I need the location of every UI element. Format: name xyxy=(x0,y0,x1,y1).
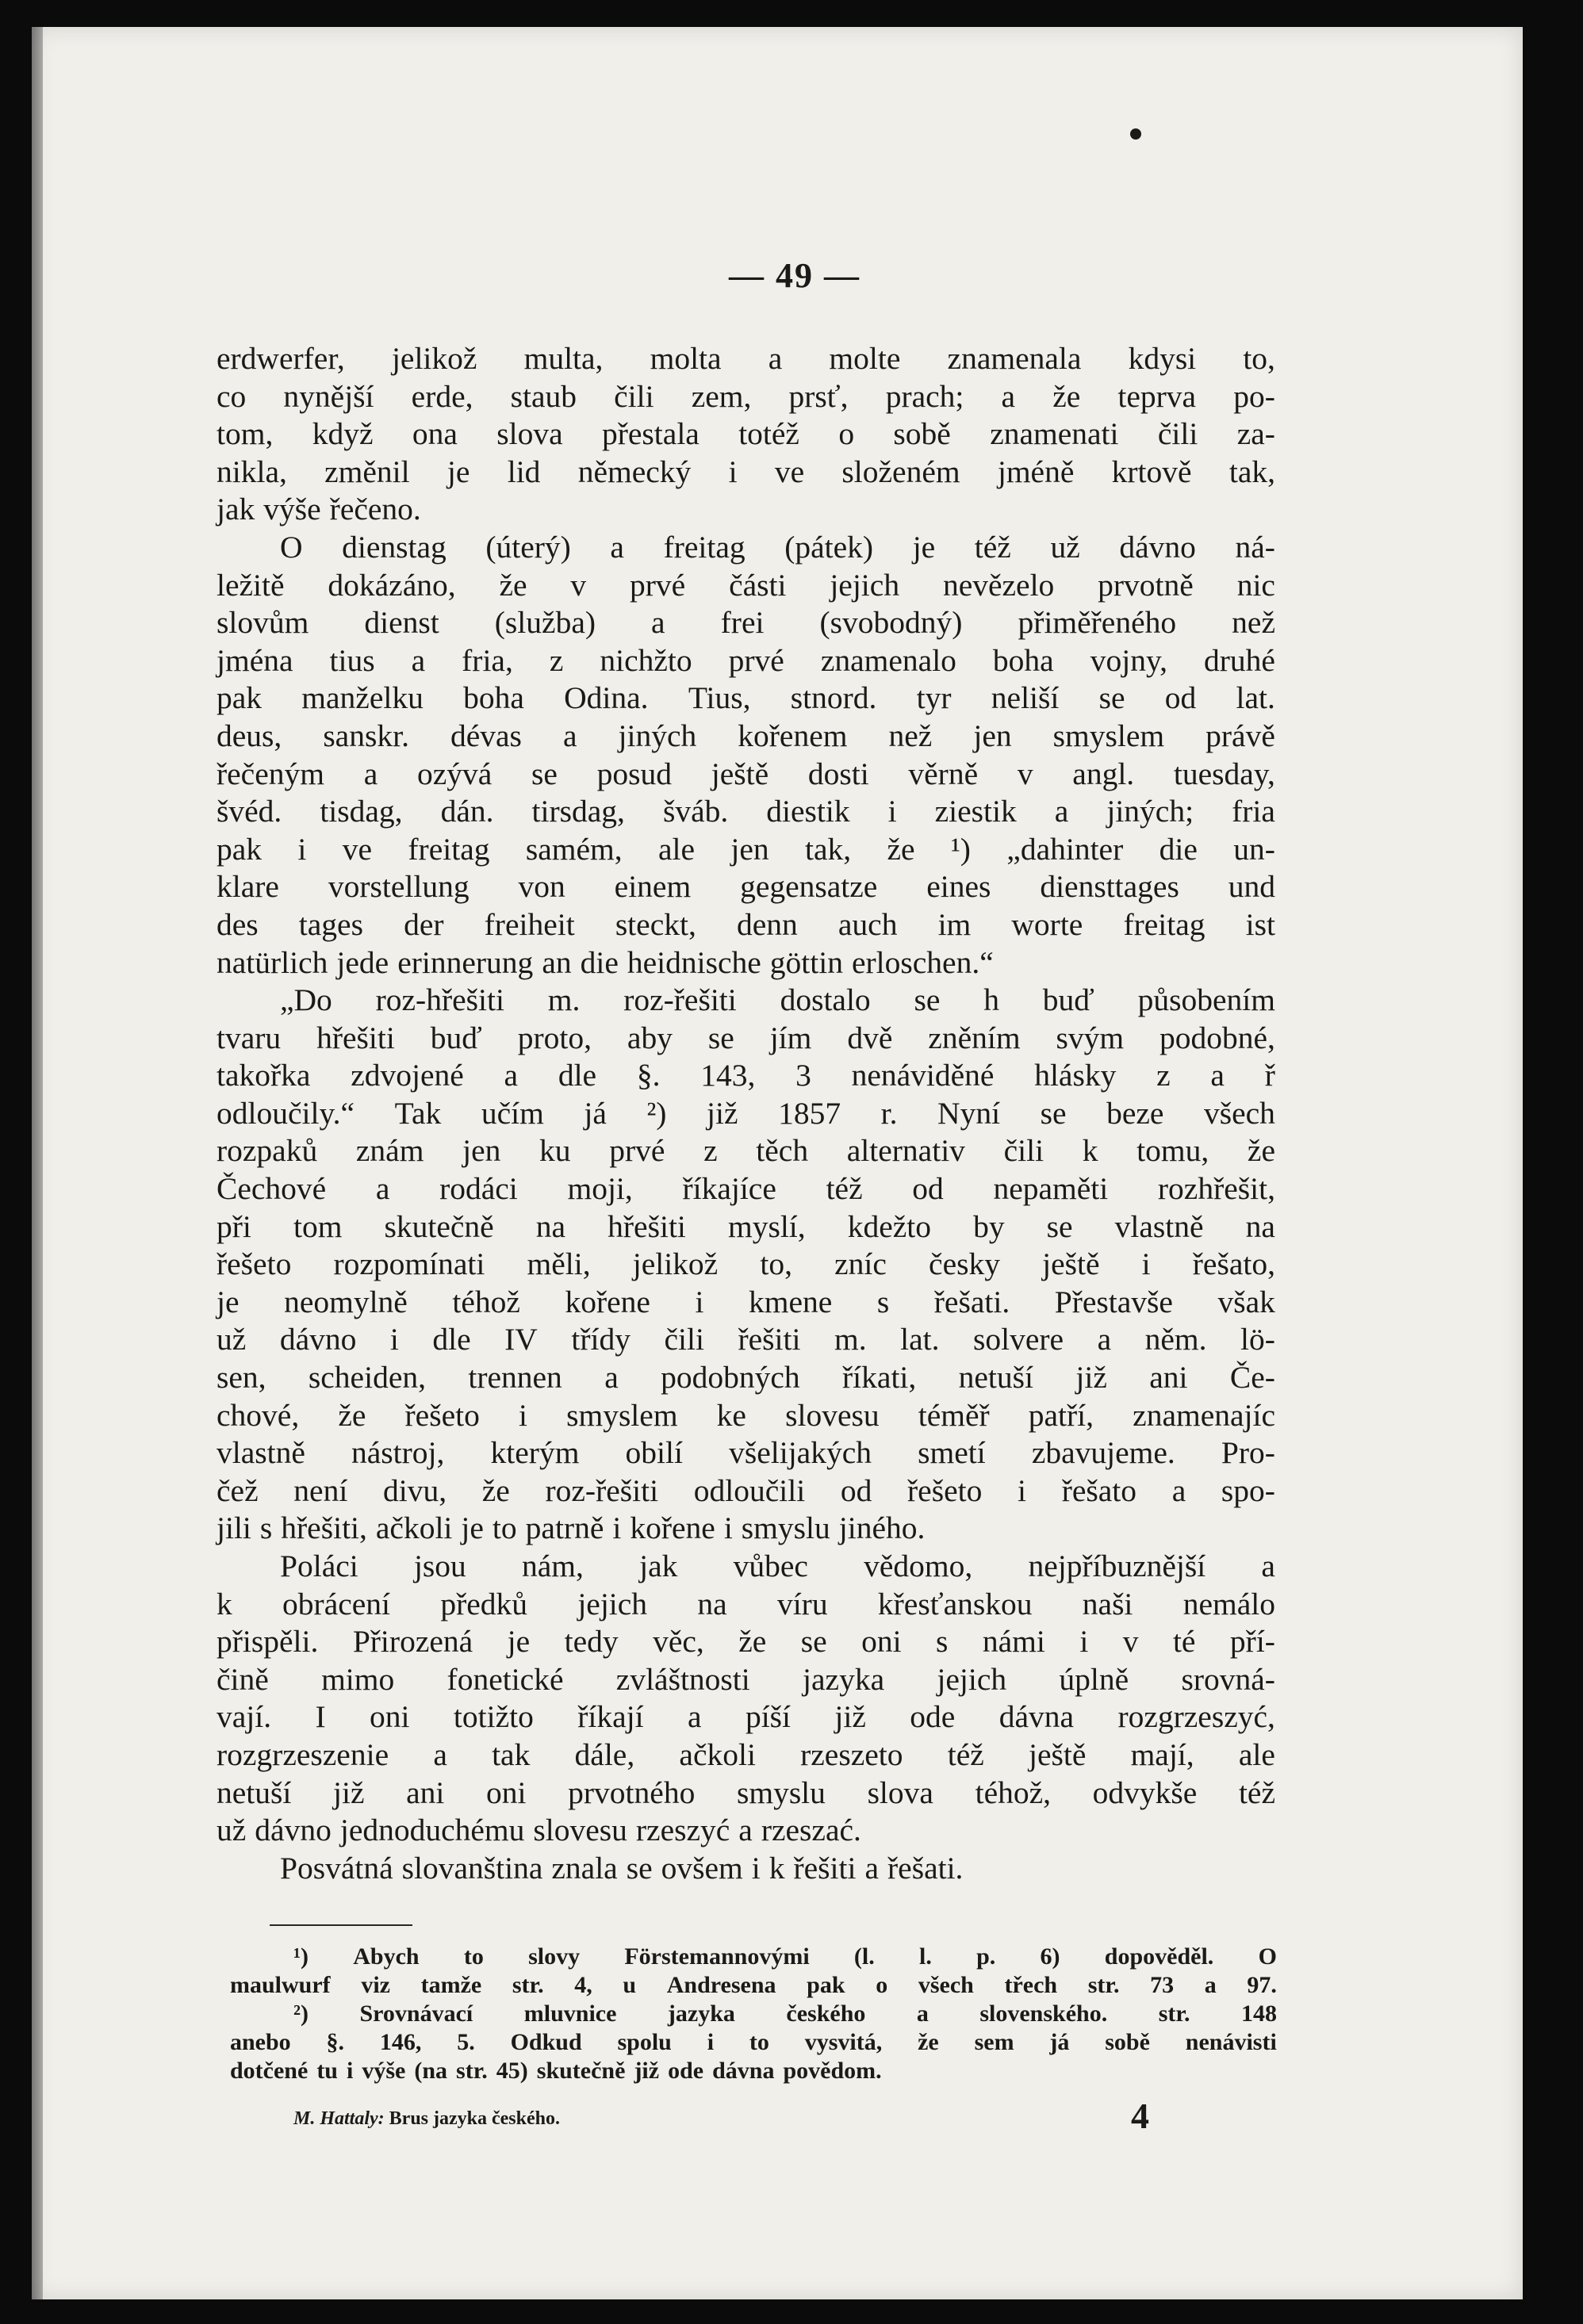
book-page xyxy=(32,27,1523,2299)
body-line: rozgrzeszenie a tak dále, ačkoli rzeszeto též ještě mají, ale xyxy=(217,1736,1275,1772)
footnotes xyxy=(230,1943,1277,2085)
footnote-rule xyxy=(270,1924,412,1926)
body-line: jili s hřešiti, ačkoli je to patrně i kořene i smyslu jiného. xyxy=(217,1510,926,1546)
footnote-line: ²) Srovnávací mluvnice jazyka českého a slovenského. str. 148 xyxy=(293,2000,1277,2027)
footnote-line: ¹) Abych to slovy Förstemannovými (l. l. p. 6) dopověděl. O xyxy=(293,1943,1277,1970)
body-line: řečeným a ozývá se posud ještě dosti věrně v angl. tuesday, xyxy=(217,756,1275,791)
body-line: pak i ve freitag samém, ale jen tak, že ¹) „dahinter die un- xyxy=(217,831,1275,867)
body-line: klare vorstellung von einem gegensatze eines diensttages und xyxy=(217,869,1275,905)
footnote-line: maulwurf viz tamže str. 4, u Andresena pak o všech třech str. 73 a 97. xyxy=(230,1972,1277,1998)
body-line: vají. I oni totižto říkají a píší již ode dávna rozgrzeszyć, xyxy=(217,1699,1275,1735)
body-line: řešeto rozpomínati měli, jelikož to, zníc česky ještě i řešato, xyxy=(217,1246,1275,1282)
sheet-signature-number: 4 xyxy=(1131,2096,1149,2136)
body-line: přispěli. Přirozená je tedy věc, že se oni s námi i v té pří- xyxy=(217,1624,1275,1660)
body-line: už dávno jednoduchému slovesu rzeszyć a rzeszać. xyxy=(217,1813,861,1848)
body-line: Poláci jsou nám, jak vůbec vědomo, nejpříbuznější a xyxy=(280,1549,1275,1583)
page-number: — 49 — xyxy=(729,256,860,295)
body-line: chové, že řešeto i smyslem ke slovesu téměř patří, znamenajíc xyxy=(217,1397,1275,1433)
body-line: des tages der freiheit steckt, denn auch im worte freitag ist xyxy=(217,906,1275,942)
body-line: jména tius a fria, z nichžto prvé znamenalo boha vojny, druhé xyxy=(217,642,1275,678)
body-line: rozpaků znám jen ku prvé z těch alternativ čili k tomu, že xyxy=(217,1133,1275,1169)
body-line: k obrácení předků jejich na víru křesťanskou naši nemálo xyxy=(217,1586,1275,1621)
body-line: co nynější erde, staub čili zem, prsť, prach; a že teprva po- xyxy=(217,378,1275,414)
body-line: erdwerfer, jelikož multa, molta a molte znamenala kdysi to, xyxy=(217,341,1275,376)
body-line: takořka zdvojené a dle §. 143, 3 nenáviděné hlásky z a ř xyxy=(217,1058,1275,1093)
body-line: jak výše řečeno. xyxy=(217,492,421,527)
body-line: sen, scheiden, trennen a podobných říkati, netuší již ani Če- xyxy=(217,1360,1275,1396)
body-line: O dienstag (úterý) a freitag (pátek) je též už dávno ná- xyxy=(280,529,1275,565)
body-line: odloučily.“ Tak učím já ²) již 1857 r. Nyní se beze všech xyxy=(217,1095,1275,1131)
body-line: tom, když ona slova přestala totéž o sobě znamenati čili za- xyxy=(217,416,1275,452)
signature-author: M. Hattaly: xyxy=(293,2108,385,2129)
printer-signature xyxy=(293,2108,560,2130)
body-line: tvaru hřešiti buď proto, aby se jím dvě zněním svým podobné, xyxy=(217,1020,1275,1055)
body-line: deus, sanskr. dévas a jiných kořenem než jen smyslem právě xyxy=(217,718,1275,753)
signature-title: Brus jazyka českého. xyxy=(389,2108,560,2129)
body-line: Čechové a rodáci moji, říkajíce též od nepaměti rozhřešit, xyxy=(217,1171,1275,1207)
body-line: vlastně nástroj, kterým obilí všelijakých smetí zbavujeme. Pro- xyxy=(217,1435,1275,1471)
body-line: už dávno i dle IV třídy čili řešiti m. lat. solvere a něm. lö- xyxy=(217,1322,1275,1357)
body-line: natürlich jede erinnerung an die heidnische göttin erloschen.“ xyxy=(217,944,994,980)
body-line: „Do roz-hřešiti m. roz-řešiti dostalo se h buď působením xyxy=(280,982,1275,1018)
body-line: švéd. tisdag, dán. tirsdag, šváb. diestik i ziestik a jiných; fria xyxy=(217,794,1275,829)
footnote-line: dotčené tu i výše (na str. 45) skutečně již ode dávna povědom. xyxy=(230,2058,882,2084)
body-line: nikla, změnil je lid německý i ve složeném jméně krtově tak, xyxy=(217,454,1275,489)
body-line: ležitě dokázáno, že v prvé části jejich nevězelo prvotně nic xyxy=(217,567,1275,603)
body-line: Posvátná slovanština znala se ovšem i k řešiti a řešati. xyxy=(280,1850,964,1886)
body-line: je neomylně téhož kořene i kmene s řešati. Přestavše však xyxy=(217,1284,1275,1319)
body-line: pak manželku boha Odina. Tius, stnord. tyr neliší se od lat. xyxy=(217,680,1275,716)
ink-speck xyxy=(1130,128,1141,140)
footnote-line: anebo §. 146, 5. Odkud spolu i to vysvitá, že sem já sobě nenávisti xyxy=(230,2029,1277,2055)
body-line: čině mimo fonetické zvláštnosti jazyka jejich úplně srovná- xyxy=(217,1661,1275,1697)
page-spine-shadow xyxy=(32,27,43,2299)
body-line: čež není divu, že roz-řešiti odloučili od řešeto i řešato a spo- xyxy=(217,1472,1275,1508)
body-line: slovům dienst (služba) a frei (svobodný) přiměřeného než xyxy=(217,605,1275,641)
body-line: při tom skutečně na hřešiti myslí, kdežto by se vlastně na xyxy=(217,1208,1275,1244)
body-text xyxy=(217,340,1275,1887)
body-line: netuší již ani oni prvotného smyslu slova téhož, odvykše též xyxy=(217,1775,1275,1810)
